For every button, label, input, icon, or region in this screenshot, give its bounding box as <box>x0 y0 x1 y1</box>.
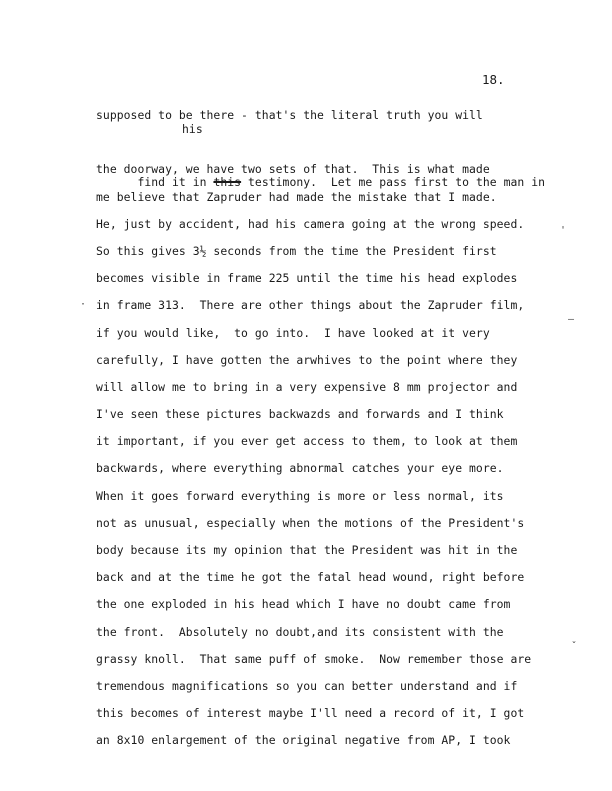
text-line: becomes visible in frame 225 until the time his head explodes <box>96 271 518 286</box>
text-line: me believe that Zapruder had made the mistake that I made. <box>96 189 497 204</box>
text-line: supposed to be there - that's the literal truth you will <box>96 108 483 122</box>
text-line: back and at the time he got the fatal head wound, right before <box>96 570 525 585</box>
text-line: will allow me to bring in a very expensive 8 mm projector and <box>96 379 518 394</box>
struck-word: this <box>213 175 242 190</box>
text-line: the front. Absolutely no doubt,and its consistent with the <box>96 624 504 639</box>
text-line: body because its my opinion that the President was hit in the <box>96 543 518 557</box>
text-line: the doorway, we have two sets of that. This is what made <box>96 162 490 177</box>
text-line: if you would like, to go into. I have looked at it very <box>96 325 490 340</box>
text-line: this becomes of interest maybe I'll need a record of it, I got <box>96 706 525 721</box>
line-segment: find it in <box>137 175 214 190</box>
body-text <box>96 105 576 758</box>
text-line: So this gives 3½ seconds from the time the President first <box>96 243 497 258</box>
text-line: When it goes forward everything is more or less normal, its <box>96 488 504 503</box>
text-line: carefully, I have gotten the arwhives to the point where they <box>96 352 518 367</box>
page-number: 18. <box>482 72 505 87</box>
text-line: He, just by accident, had his camera going at the wrong speed. <box>96 216 525 231</box>
text-line: tremendous magnifications so you can better understand and if <box>96 678 518 693</box>
scan-speck-mark: ' <box>560 225 567 236</box>
text-line: grassy knoll. That same puff of smoke. Now remember those are <box>96 651 532 666</box>
text-line: the one exploded in his head which I have no doubt came from <box>96 597 511 612</box>
text-line: an 8x10 enlargement of the original negative from AP, I took <box>96 733 511 748</box>
text-line: not as unusual, especially when the motions of the President's <box>96 515 525 530</box>
text-line: in frame 313. There are other things about the Zapruder film, <box>96 298 525 313</box>
text-line: I've seen these pictures backwazds and forwards and I think <box>96 407 504 422</box>
handwritten-insert: his <box>182 122 203 137</box>
scan-speck-mark: – <box>568 314 575 325</box>
scan-speck-mark: ˇ <box>571 641 578 652</box>
line-segment: testimony. Let me pass first to the man in <box>241 175 546 190</box>
text-line: backwards, where everything abnormal catches your eye more. <box>96 461 504 476</box>
scan-speck-mark: · <box>80 299 87 310</box>
text-line: it important, if you ever get access to them, to look at them <box>96 434 518 449</box>
